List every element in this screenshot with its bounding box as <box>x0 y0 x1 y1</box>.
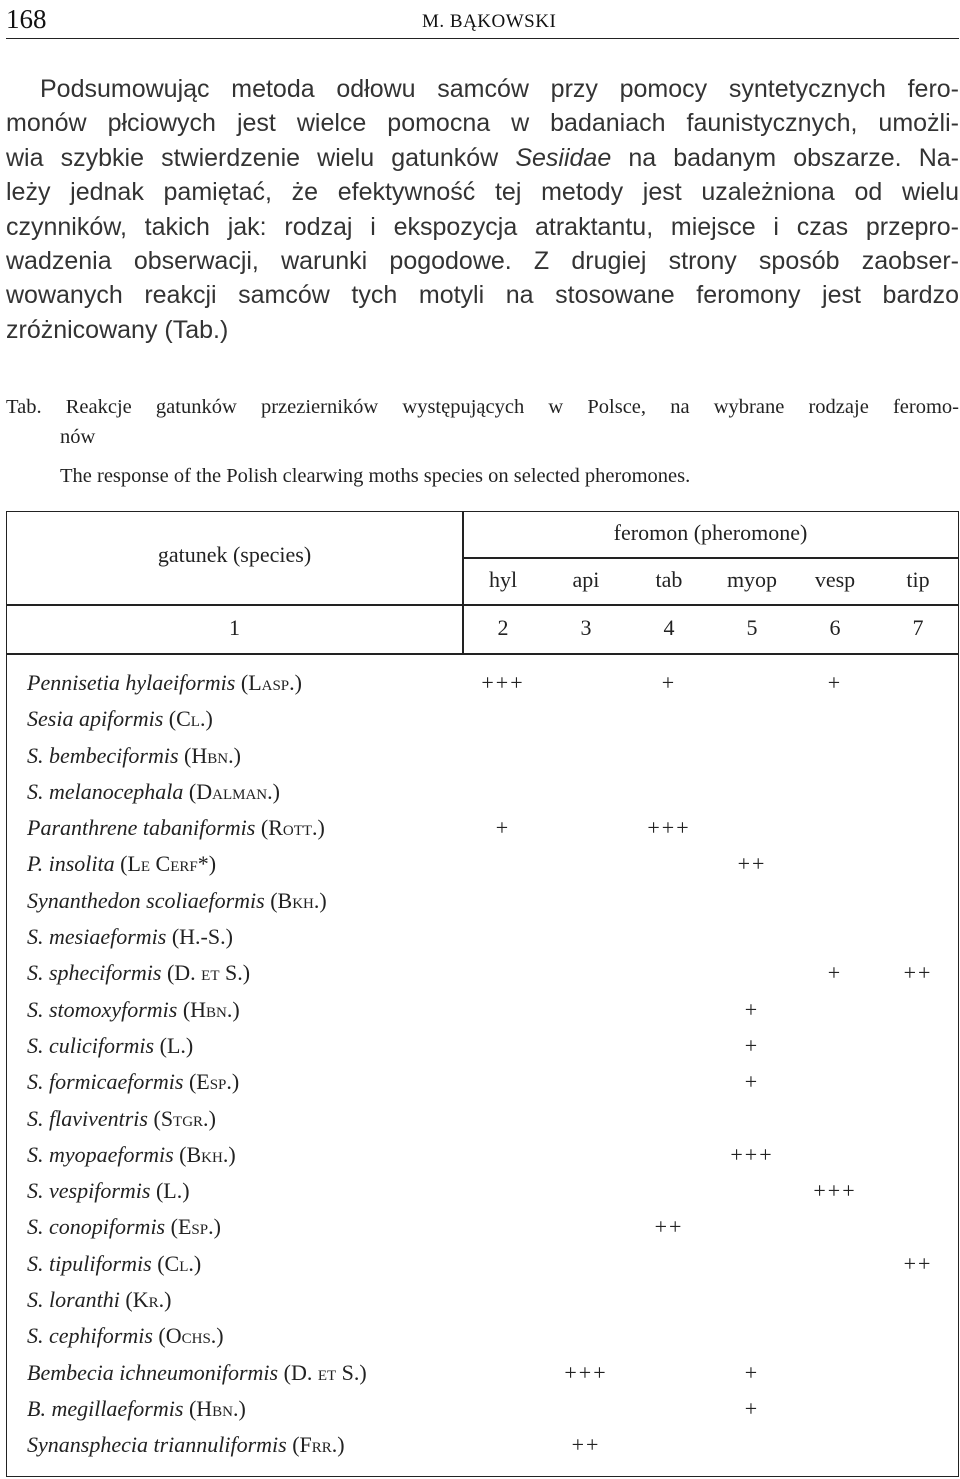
table-row <box>7 1031 957 1067</box>
taxon-name: Sesiidae <box>515 143 612 172</box>
species-author: Hbn. <box>196 1395 239 1421</box>
response-hyl: +++ <box>481 670 525 695</box>
column-header-tab: tab <box>655 567 683 592</box>
table-rule <box>7 604 958 606</box>
response-myop: + <box>744 1359 760 1385</box>
paren-close: ) <box>216 1323 224 1349</box>
species-name <box>27 1394 246 1424</box>
species-author: Frr. <box>299 1432 338 1458</box>
table-row <box>7 1140 957 1176</box>
species-name <box>27 1140 236 1170</box>
paragraph-line: monów płciowych jest wielce pomocna w badaniach faunistycznych, umożli- <box>6 109 959 138</box>
species-author: Dalman. <box>196 778 273 804</box>
species-name <box>27 1249 201 1279</box>
species-author: Cl. <box>164 1250 194 1276</box>
species-header: gatunek (species) <box>157 542 312 567</box>
column-number: 6 <box>829 615 841 640</box>
species-author: Rott. <box>268 815 318 841</box>
species-binomial: S. bembeciformis <box>27 742 179 768</box>
paren-open: ( <box>235 670 249 695</box>
species-author: Lasp. <box>248 670 295 695</box>
species-binomial: S. conopiformis <box>27 1214 166 1240</box>
paren-close: ) <box>228 1141 236 1167</box>
paren-close: ) <box>205 706 213 732</box>
paren-close: ) <box>164 1287 172 1313</box>
species-binomial: S. loranthi <box>27 1287 120 1313</box>
table-row <box>7 849 957 885</box>
running-head <box>6 4 959 39</box>
table-row <box>7 995 957 1031</box>
paren-open: ( <box>147 1105 161 1131</box>
species-binomial: S. formicaeformis <box>27 1069 184 1095</box>
species-name <box>27 1067 239 1097</box>
species-name <box>27 1321 224 1351</box>
table-row <box>7 1176 957 1212</box>
paren-close: ) <box>185 1032 194 1058</box>
paren-close: ) <box>319 887 327 913</box>
paren-open: ( <box>165 1214 178 1240</box>
species-binomial: S. vespiformis <box>27 1178 151 1204</box>
species-author: Bkh. <box>277 887 320 913</box>
species-author: Cl. <box>176 706 206 732</box>
paren-open: ( <box>161 960 175 986</box>
table-body <box>7 668 957 1467</box>
species-author: L. <box>166 1032 186 1058</box>
table-row <box>7 1430 957 1466</box>
paren-open: ( <box>114 851 128 877</box>
species-binomial: S. flaviventris <box>27 1105 148 1131</box>
table-row <box>7 1212 957 1248</box>
species-author: Hbn. <box>191 742 234 768</box>
paragraph-line: leży jednak pamiętać, że efektywność tej metody jest uzależniona od wielu <box>6 178 959 207</box>
response-myop: ++ <box>737 851 767 877</box>
column-number: 2 <box>497 615 509 640</box>
species-author: D. et S. <box>174 960 243 986</box>
species-name <box>27 668 302 698</box>
species-author: Esp. <box>177 1214 214 1240</box>
paren-close: ) <box>359 1359 367 1385</box>
paren-open: ( <box>255 815 269 841</box>
species-binomial: S. spheciformis <box>27 960 162 986</box>
paren-close: ) <box>213 1214 221 1240</box>
paren-close: ) <box>272 778 280 804</box>
paren-close: ) <box>317 815 325 841</box>
column-header-tip: tip <box>906 567 930 592</box>
column-number: 7 <box>912 615 924 640</box>
table-row <box>7 922 957 958</box>
table-row <box>7 958 957 994</box>
response-myop: + <box>744 996 760 1022</box>
species-binomial: S. tipuliformis <box>27 1250 152 1276</box>
column-header-myop: myop <box>726 567 778 592</box>
response-hyl: + <box>495 815 511 841</box>
species-author: Stgr. <box>160 1105 209 1131</box>
species-binomial: S. myopaeformis <box>27 1141 174 1167</box>
response-myop: + <box>744 1032 760 1058</box>
paren-close: ) <box>193 1250 202 1276</box>
paragraph-line: zróżnicowany (Tab.) <box>6 315 229 344</box>
paren-open: ( <box>119 1287 133 1313</box>
species-binomial: Synanthedon scoliaeformis <box>27 887 265 913</box>
paren-close: ) <box>232 996 240 1022</box>
paren-close: ) <box>208 1105 216 1131</box>
paragraph-line: wadzenia obserwacji, warunki pogodowe. Z drugiej strony sposób zaobser- <box>6 246 959 275</box>
column-number: 1 <box>229 615 240 640</box>
column-number: 5 <box>746 615 758 640</box>
species-name <box>27 1176 190 1206</box>
response-api: +++ <box>564 1359 608 1385</box>
species-binomial: B. megillaeformis <box>27 1395 184 1421</box>
species-binomial: P. insolita <box>27 851 115 877</box>
response-tab: + <box>661 670 677 695</box>
species-author: L. <box>163 1178 183 1204</box>
table-caption-pl-cont: nów <box>60 426 96 448</box>
column-header-hyl: hyl <box>488 567 518 592</box>
paren-open: ( <box>183 778 197 804</box>
table-row <box>7 1358 957 1394</box>
pheromone-table <box>6 511 959 1477</box>
response-tab: +++ <box>647 815 691 841</box>
response-myop: +++ <box>730 1141 774 1167</box>
pheromone-header: feromon (pheromone) <box>613 520 808 545</box>
species-binomial: S. cephiformis <box>27 1323 153 1349</box>
paren-close: ) <box>238 1395 246 1421</box>
table-caption-pl: Tab. Reakcje gatunków przezierników występujących w Polsce, na wybrane rodzaje feromo- <box>6 396 959 418</box>
paragraph-line <box>6 141 959 175</box>
response-vesp: + <box>827 670 843 695</box>
species-binomial: Sesia apiformis <box>27 706 164 732</box>
paragraph-line: wowanych reakcji samców tych motyli na stosowane feromony jest bardzo <box>6 281 959 310</box>
paren-close: ) <box>242 960 251 986</box>
response-vesp: +++ <box>813 1178 857 1204</box>
paren-close: ) <box>208 851 217 877</box>
paren-close: ) <box>337 1432 345 1458</box>
response-tip: ++ <box>903 1250 933 1276</box>
paren-close: ) <box>225 924 233 950</box>
paren-open: ( <box>178 742 192 768</box>
species-name <box>27 849 216 879</box>
species-author: Esp. <box>196 1069 232 1095</box>
table-rule <box>7 653 958 655</box>
species-name <box>27 922 233 952</box>
species-binomial: Pennisetia hylaeiformis <box>27 670 236 695</box>
response-api: ++ <box>571 1432 601 1458</box>
paren-close: ) <box>182 1178 190 1204</box>
paren-open: ( <box>151 1250 165 1276</box>
table-row <box>7 777 957 813</box>
paragraph-line: Podsumowując metoda odłowu samców przy pomocy syntetycznych fero- <box>40 75 959 103</box>
species-author: Kr. <box>132 1287 165 1313</box>
paren-close: ) <box>294 670 302 695</box>
species-binomial: Synansphecia triannuliformis <box>27 1432 287 1458</box>
paren-open: ( <box>166 924 180 950</box>
species-name <box>27 1285 171 1315</box>
paren-close: ) <box>233 742 241 768</box>
paren-open: ( <box>264 887 278 913</box>
running-author: M. BĄKOWSKI <box>422 11 557 32</box>
paren-open: ( <box>173 1141 187 1167</box>
species-author: Ochs. <box>165 1323 217 1349</box>
species-binomial: S. mesiaeformis <box>27 924 167 950</box>
paren-open: ( <box>286 1432 300 1458</box>
table-row <box>7 741 957 777</box>
paren-open: ( <box>278 1359 291 1385</box>
table-row <box>7 886 957 922</box>
species-name <box>27 1104 216 1134</box>
table-row <box>7 1249 957 1285</box>
species-author: Hbn. <box>190 996 233 1022</box>
species-author: Bkh. <box>186 1141 229 1167</box>
table-row <box>7 1321 957 1357</box>
species-name <box>27 1212 221 1242</box>
paren-open: ( <box>183 1395 197 1421</box>
response-tip: ++ <box>903 960 933 986</box>
response-vesp: + <box>827 960 843 986</box>
table-rule <box>462 557 958 559</box>
table-row <box>7 813 957 849</box>
table-row <box>7 1104 957 1140</box>
column-header-api: api <box>572 567 600 592</box>
species-name <box>27 995 240 1025</box>
paren-open: ( <box>150 1178 164 1204</box>
response-myop: + <box>744 1069 760 1095</box>
species-binomial: Bembecia ichneumoniformis <box>27 1359 279 1385</box>
species-name <box>27 1430 345 1460</box>
body-paragraph <box>6 72 959 347</box>
species-name <box>27 886 327 916</box>
species-binomial: Paranthrene tabaniformis <box>27 815 256 841</box>
species-binomial: S. stomoxyformis <box>27 996 178 1022</box>
species-name <box>27 1031 193 1061</box>
column-header-vesp: vesp <box>814 567 856 592</box>
paren-open: ( <box>163 706 177 732</box>
species-author: D. et S. <box>290 1359 360 1385</box>
species-binomial: S. melanocephala <box>27 778 184 804</box>
paragraph-text: na badanym obszarze. Na- <box>611 143 959 172</box>
paragraph-text: wia szybkie stwierdzenie wielu gatunków <box>6 143 516 172</box>
paren-close: ) <box>231 1069 240 1095</box>
species-name <box>27 958 250 988</box>
paren-open: ( <box>154 1032 167 1058</box>
page-number: 168 <box>6 4 47 34</box>
table-row <box>7 668 957 704</box>
paragraph-line: czynników, takich jak: rodzaj i ekspozycja atraktantu, miejsce i czas przepro- <box>6 212 959 241</box>
table-caption-en: The response of the Polish clearwing moths species on selected pheromones. <box>60 465 691 487</box>
column-number: 3 <box>580 615 592 640</box>
species-name <box>27 741 241 771</box>
table-row <box>7 704 957 740</box>
species-author: Le Cerf* <box>127 851 209 877</box>
response-myop: + <box>744 1395 760 1421</box>
column-number: 4 <box>663 615 675 640</box>
species-author: H.-S. <box>179 924 226 950</box>
paren-open: ( <box>152 1323 166 1349</box>
species-name <box>27 1358 367 1388</box>
species-name <box>27 704 213 734</box>
species-name <box>27 777 280 807</box>
table-row <box>7 1394 957 1430</box>
table-row <box>7 1285 957 1321</box>
paren-open: ( <box>183 1069 197 1095</box>
response-tab: ++ <box>654 1214 684 1240</box>
species-name <box>27 813 325 843</box>
paren-open: ( <box>177 996 191 1022</box>
species-binomial: S. culiciformis <box>27 1032 155 1058</box>
table-row <box>7 1067 957 1103</box>
